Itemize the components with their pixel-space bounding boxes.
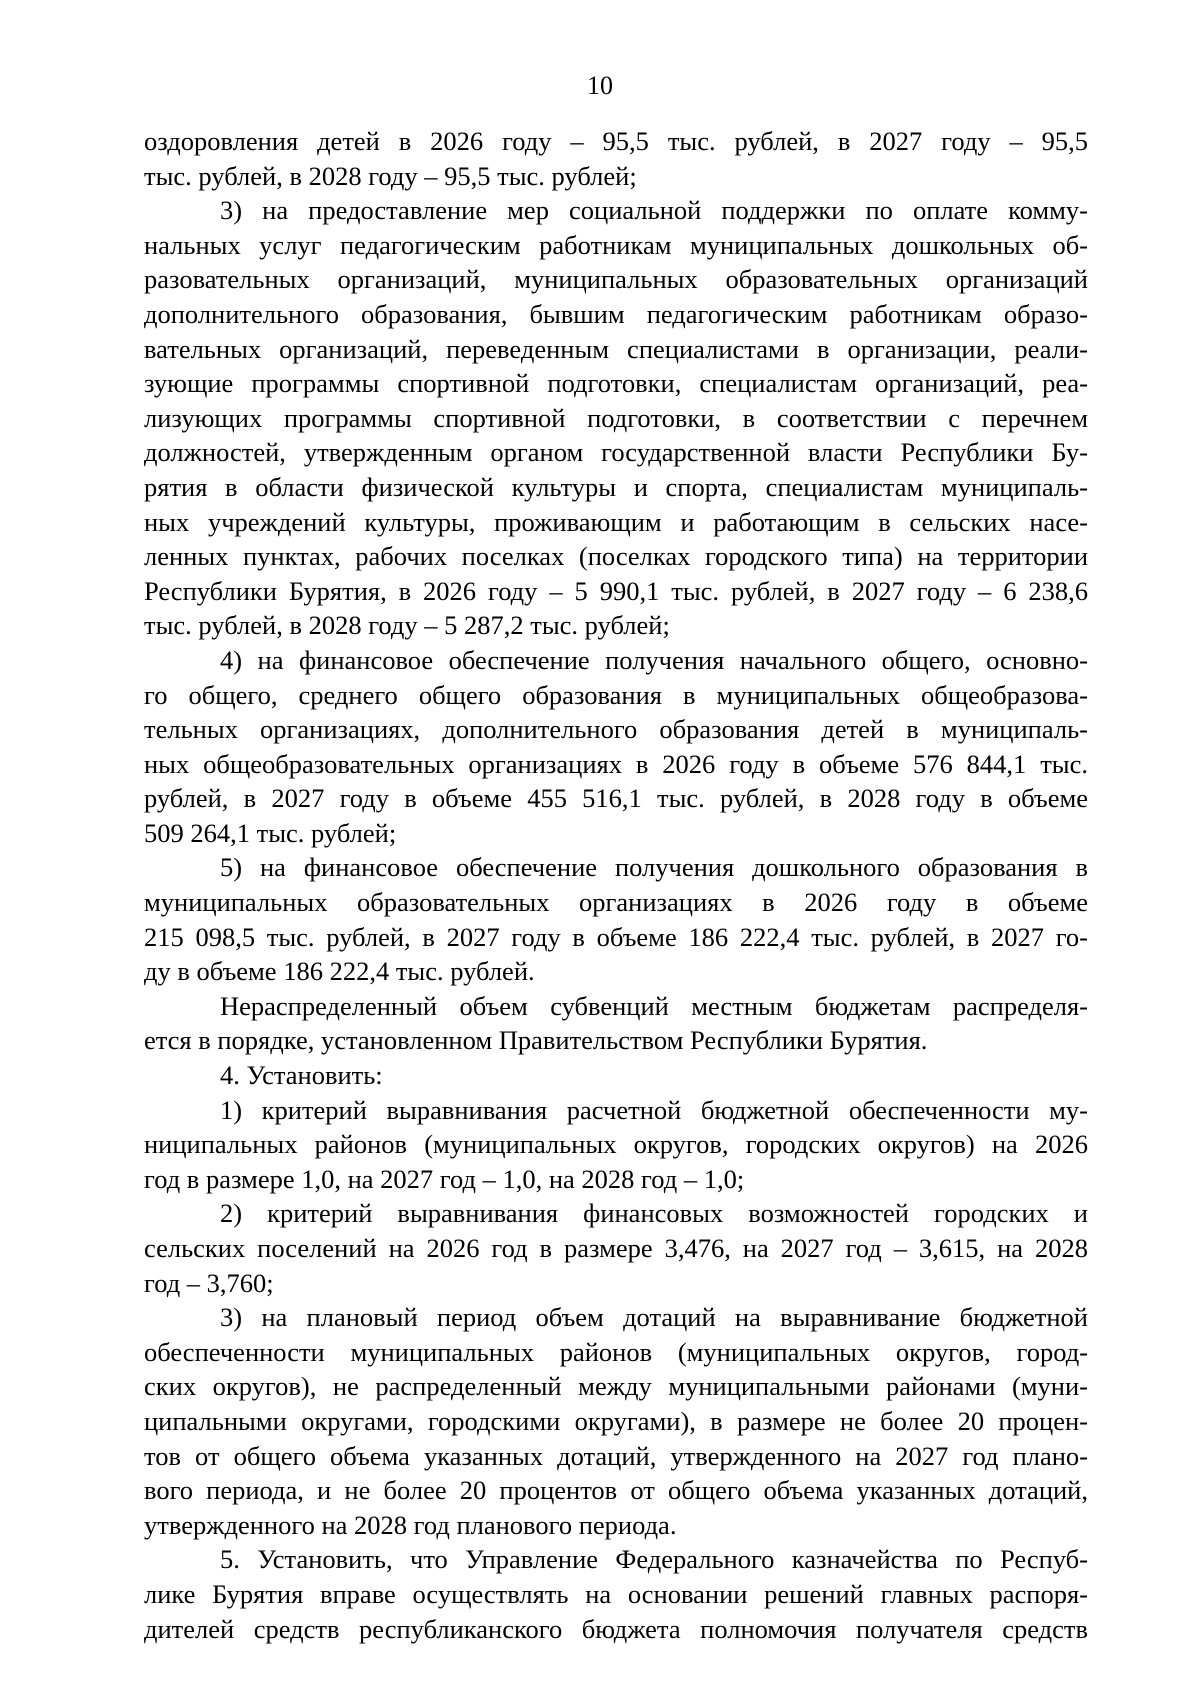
text-line: зующие программы спортивной подготовки, специалистам организаций, реа-: [144, 368, 1088, 399]
text-line: ется в порядке, установленном Правительством Республики Бурятия.: [144, 1025, 928, 1056]
text-line: обеспеченности муниципальных районов (муниципальных округов, город-: [144, 1336, 1088, 1367]
text-line: тов от общего объема указанных дотаций, утвержденного на 2027 год плано-: [144, 1440, 1088, 1471]
text-line: 4. Установить:: [220, 1060, 383, 1091]
text-line: 5. Установить, что Управление Федерального казначейства по Респуб-: [220, 1544, 1088, 1575]
text-line: ных учреждений культуры, проживающим и работающим в сельских насе-: [144, 506, 1088, 537]
text-line: Республики Бурятия, в 2026 году – 5 990,1 тыс. рублей, в 2027 году – 6 238,6: [144, 575, 1088, 606]
text-line: вого периода, и не более 20 процентов от общего объема указанных дотаций,: [144, 1475, 1088, 1506]
text-line: нальных услуг педагогическим работникам муниципальных дошкольных об-: [144, 229, 1088, 260]
paragraph: [144, 124, 1088, 193]
text-line: муниципальных образовательных организациях в 2026 году в объеме: [144, 887, 1088, 918]
text-line: ных общеобразовательных организациях в 2026 году в объеме 576 844,1 тыс.: [144, 748, 1088, 779]
text-line: Нераспределенный объем субвенций местным бюджетам распределя-: [220, 990, 1088, 1021]
text-line: 3) на плановый период объем дотаций на выравнивание бюджетной: [220, 1302, 1088, 1333]
text-line: го общего, среднего общего образования в муниципальных общеобразова-: [144, 679, 1088, 710]
text-line: утвержденного на 2028 год планового периода.: [144, 1509, 677, 1540]
text-line: тельных организациях, дополнительного образования детей в муниципаль-: [144, 714, 1088, 745]
paragraph: [144, 1196, 1088, 1300]
text-line: вательных организаций, переведенным специалистами в организации, реали-: [144, 333, 1088, 364]
text-line: тыс. рублей, в 2028 году – 5 287,2 тыс. рублей;: [144, 610, 670, 641]
text-line: сельских поселений на 2026 год в размере 3,476, на 2027 год – 3,615, на 2028: [144, 1233, 1088, 1263]
text-line: год – 3,760;: [144, 1267, 274, 1298]
text-line: год в размере 1,0, на 2027 год – 1,0, на 2028 год – 1,0;: [144, 1163, 745, 1194]
document-body: [144, 124, 1088, 1646]
text-line: 3) на предоставление мер социальной поддержки по оплате комму-: [220, 195, 1088, 226]
text-line: ленных пунктах, рабочих поселках (поселках городского типа) на территории: [144, 541, 1088, 572]
text-line: 4) на финансовое обеспечение получения начального общего, основно-: [220, 644, 1088, 675]
text-line: 509 264,1 тыс. рублей;: [144, 817, 397, 848]
text-line: рятия в области физической культуры и спорта, специалистам муниципаль-: [144, 471, 1088, 502]
text-line: ду в объеме 186 222,4 тыс. рублей.: [144, 956, 535, 987]
text-line: ских округов), не распределенный между муниципальными районами (муни-: [144, 1371, 1088, 1402]
text-line: ципальными округами, городскими округами), в размере не более 20 процен-: [144, 1405, 1088, 1436]
text-line: лизующих программы спортивной подготовки, в соответствии с перечнем: [144, 402, 1088, 433]
text-line: 215 098,5 тыс. рублей, в 2027 году в объеме 186 222,4 тыс. рублей, в 2027 го-: [144, 921, 1088, 952]
text-line: рублей, в 2027 году в объеме 455 516,1 тыс. рублей, в 2028 году в объеме: [144, 783, 1088, 814]
text-line: дополнительного образования, бывшим педагогическим работникам образо-: [144, 298, 1088, 329]
text-line: лике Бурятия вправе осуществлять на основании решений главных распоря-: [144, 1578, 1088, 1609]
text-line: должностей, утвержденным органом государственной власти Республики Бу-: [144, 437, 1088, 468]
paragraph: [144, 1300, 1088, 1542]
text-line: 2) критерий выравнивания финансовых возможностей городских и: [220, 1198, 1088, 1229]
paragraph: [144, 1093, 1088, 1197]
paragraph: [144, 1542, 1088, 1646]
text-line: ниципальных районов (муниципальных округов, городских округов) на 2026: [144, 1129, 1088, 1160]
text-line: оздоровления детей в 2026 году – 95,5 тыс. рублей, в 2027 году – 95,5: [144, 126, 1088, 156]
text-line: разовательных организаций, муниципальных образовательных организаций: [144, 264, 1088, 295]
page-number: 10: [587, 71, 613, 100]
paragraph: [144, 1058, 1088, 1093]
text-line: тыс. рублей, в 2028 году – 95,5 тыс. рублей;: [144, 160, 637, 191]
paragraph: [144, 643, 1088, 851]
paragraph: [144, 850, 1088, 988]
text-line: 5) на финансовое обеспечение получения дошкольного образования в: [220, 852, 1088, 883]
paragraph: [144, 989, 1088, 1058]
paragraph: [144, 193, 1088, 643]
text-line: 1) критерий выравнивания расчетной бюджетной обеспеченности му-: [220, 1094, 1088, 1125]
text-line: дителей средств республиканского бюджета полномочия получателя средств: [144, 1613, 1088, 1644]
